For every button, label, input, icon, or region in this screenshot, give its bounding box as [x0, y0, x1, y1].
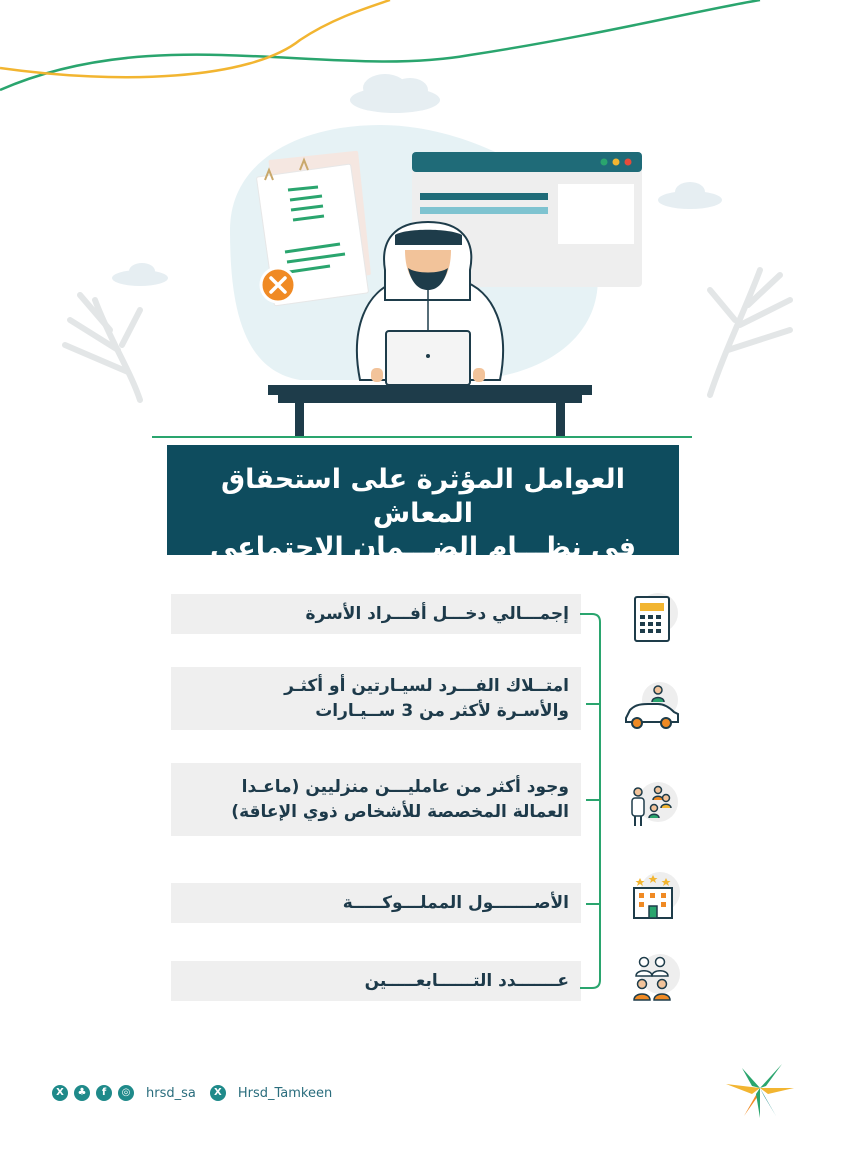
factor-text: وجود أكثر من عامليـــن منزليين (ماعـدا: [241, 776, 569, 797]
reject-icon: [261, 268, 295, 302]
handle-hrsd-sa[interactable]: hrsd_sa: [146, 1085, 196, 1101]
car-icon: [620, 680, 684, 734]
factor-item-5: [171, 961, 581, 1001]
factor-item-2: [171, 667, 581, 730]
leaf-icon: [710, 270, 790, 395]
cloud-icon: [658, 182, 722, 209]
title-banner: [167, 445, 679, 563]
factor-text: والأسـرة لأكثر من 3 ســيـارات: [315, 700, 569, 721]
wave-line-yellow: [0, 0, 390, 77]
title-divider: [152, 436, 692, 438]
factor-text: إجمـــالي دخـــل أفـــراد الأسرة: [305, 603, 569, 624]
title-line-2: في نظـــام الضـــمان الاجتماعي: [209, 532, 637, 563]
handle-hrsd-tamkeen[interactable]: Hrsd_Tamkeen: [237, 1085, 333, 1101]
factor-text: امتــلاك الفـــرد لسيـارتين أو أكثـر: [284, 675, 569, 696]
factor-text: عـــــــدد التــــــابعـــــين: [364, 970, 569, 991]
leaf-icon: [65, 295, 140, 400]
facebook-icon[interactable]: f: [96, 1085, 112, 1101]
factor-item-3: [171, 763, 581, 836]
x-icon[interactable]: X: [52, 1085, 68, 1101]
factor-item-4: [171, 883, 581, 923]
header-illustration: [0, 0, 850, 440]
calculator-icon: [626, 591, 680, 645]
bracket-connector: [580, 612, 602, 990]
family-icon: [626, 952, 680, 1006]
building-icon: [626, 870, 680, 924]
cloud-icon: [112, 263, 168, 286]
instagram-icon[interactable]: ◎: [118, 1085, 134, 1101]
ministry-logo-icon: [722, 1058, 798, 1122]
cloud-icon: [350, 74, 440, 113]
workers-icon: [626, 778, 680, 832]
factor-text: الأصـــــــول المملـــوكـــــة: [342, 892, 569, 913]
desk-illustration: [268, 385, 592, 437]
snapchat-icon[interactable]: ♣: [74, 1085, 90, 1101]
footer-social: [52, 1080, 340, 1106]
factor-item-1: [171, 594, 581, 634]
factor-text: العمالة المخصصة للأشخاص ذوي الإعاقة): [231, 801, 569, 822]
title-line-1: العوامل المؤثرة على استحقاق المعاش: [221, 464, 625, 529]
x-icon[interactable]: X: [210, 1085, 226, 1101]
